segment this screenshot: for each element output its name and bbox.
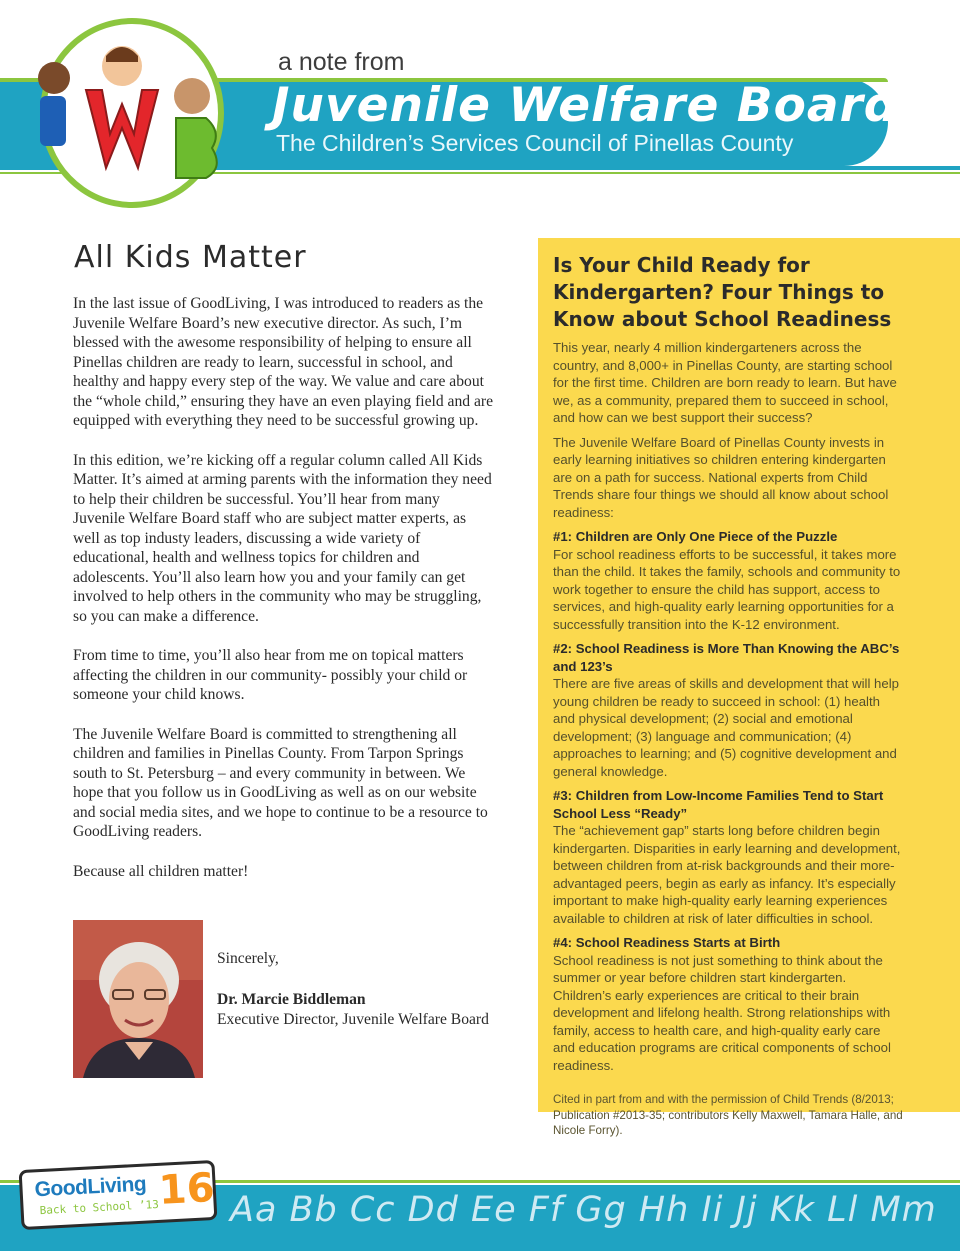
article-paragraph: Because all children matter!	[73, 862, 249, 880]
sidebar-title: Is Your Child Ready for Kindergarten? Four Things to Know about School Readiness	[553, 253, 892, 331]
letter-b-shape	[176, 118, 217, 178]
letter-w-shape	[86, 90, 158, 168]
page-number: 16	[157, 1164, 216, 1214]
point-heading: #1: Children are Only One Piece of the Puzzle	[553, 529, 838, 544]
jwb-logo-illustration	[26, 25, 246, 188]
point-heading: #4: School Readiness Starts at Birth	[553, 935, 781, 950]
letter-j-shape	[40, 96, 66, 146]
article-body	[73, 294, 493, 901]
kid-hair	[106, 47, 138, 62]
sidebar-citation: Cited in part from and with the permission of Child Trends (8/2013; Publication #2013-35; contributors Kelly Maxwell, Tamara Halle, and Nicole Forry).	[553, 1093, 903, 1137]
goodliving-badge	[19, 1160, 218, 1230]
logo-text: JWB	[26, 25, 58, 42]
note-from-label: a note from	[278, 48, 405, 76]
point-text: There are five areas of skills and development that will help young children be ready to succeed in school: (1) health and physical development; (2) social and emotional development; (3) language and communication; (4) approaches to learning; and (5) cognitive development and general knowledge.	[553, 676, 899, 779]
closing: Sincerely,	[217, 950, 279, 967]
org-subtitle: The Children’s Services Council of Pinellas County	[276, 130, 794, 156]
readiness-sidebar	[538, 238, 960, 1137]
point-text: School readiness is not just something to think about the summer or year before children start kindergarten. Children’s early experiences are critical to their brain development and lifelong health. Strong relationships with family, access to health care, and high-quality early care and education programs are critical components of school readiness.	[553, 952, 891, 1073]
signer-title: Executive Director, Juvenile Welfare Board	[217, 1011, 489, 1028]
article-title: All Kids Matter	[74, 240, 307, 275]
article-paragraph: In the last issue of GoodLiving, I was introduced to readers as the Juvenile Welfare Board’s new executive director. As such, I’m blessed with the awesome responsibility of helping to ensure all Pinellas children are ready to learn, successful in school, and healthy and happy every step of the way. We value and care about the “whole child,” ensuring they have an even playing field and are equipped with everything they need to be successful growing up.	[73, 295, 494, 429]
article-paragraph: In this edition, we’re kicking off a regular column called All Kids Matter. It’s aimed at arming parents with the information they need to help their children be successful. You’ll hear from many Juvenile Welfare Board staff who are subject matter experts, as well as top industy leaders, discussing a wide variety of educational, health and wellness topics for children and adolescents. You’ll also learn how you and your family can get involved to help others in the community who may be struggling, so you can make a difference.	[73, 451, 492, 625]
goodliving-brand: GoodLiving	[34, 1172, 147, 1202]
footer-alphabet: Aa Bb Cc Dd Ee Ff Gg Hh Ii Jj Kk Ll Mm	[230, 1190, 937, 1230]
director-portrait	[73, 920, 203, 1078]
sidebar-intro: The Juvenile Welfare Board of Pinellas County invests in early learning initiatives so children entering kindergarten are on a path for success. National experts from Child Trends share four things we should all know about school readiness:	[553, 434, 889, 520]
point-text: For school readiness efforts to be successful, it takes more than the child. It takes the family, schools and community to work together to ensure the child has support, access to services, and high-quality early learning opportunities for a successfully transition into the K-12 environment.	[553, 546, 901, 632]
article-paragraph: The Juvenile Welfare Board is committed to strengthening all children and families in Pinellas County. From Tarpon Springs south to St. Petersburg – and every community in between. We hope that you follow us in GoodLiving as well as on our website and social media sites, and we hope to continue to be a resource to GoodLiving readers.	[73, 725, 488, 840]
kid-head-left	[38, 62, 70, 94]
article-paragraph: From time to time, you’ll also hear from me on topical matters affecting the children in our community- possibly your child or someone your child knows.	[73, 647, 468, 703]
org-name: Juvenile Welfare Board	[272, 78, 899, 133]
signer-name: Dr. Marcie Biddleman	[217, 991, 366, 1008]
goodliving-subtitle: Back to School ’13	[39, 1197, 160, 1218]
kid-head-right	[174, 78, 210, 114]
sidebar-intro: This year, nearly 4 million kindergarteners across the country, and 8,000+ in Pinellas County, are starting school for the first time. Children are born ready to learn. But have we, as a community, prepared them to succeed in school, and how can we best support their success?	[553, 340, 897, 425]
point-text: The “achievement gap” starts long before children begin kindergarten. Disparities in early learning and development, between children from at-risk backgrounds and their more-advantaged peers, begin as early as infancy. It’s especially important to make high-quality early learning experiences available to children at risk of later difficulties in school.	[553, 823, 901, 926]
point-heading: #3: Children from Low-Income Families Tend to Start School Less “Ready”	[553, 788, 884, 821]
portrait-illustration	[73, 920, 203, 1078]
point-heading: #2: School Readiness is More Than Knowing the ABC’s and 123’s	[553, 641, 900, 674]
